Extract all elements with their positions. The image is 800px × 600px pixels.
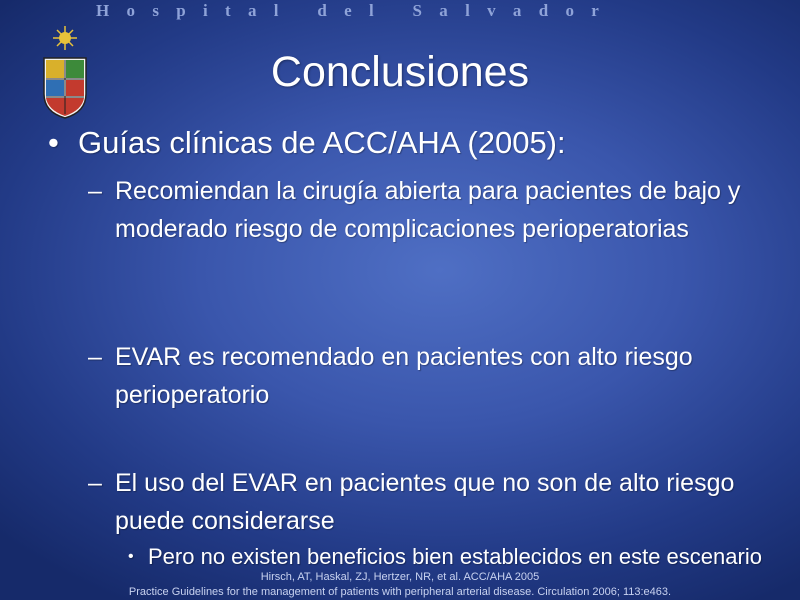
citation-line-1: Hirsch, AT, Haskal, ZJ, Hertzer, NR, et al. ACC/AHA 2005: [260, 571, 540, 583]
bullet-main-text: Guías clínicas de ACC/AHA (2005):: [78, 125, 566, 160]
sub-sub-bullet-1-text: Pero no existen beneficios bien establecidos en este escenario: [148, 544, 762, 569]
bullet-main: [48, 123, 566, 163]
bullet-marker: •: [48, 125, 59, 160]
sub-bullet-2-text: EVAR es recomendado en pacientes con alto riesgo perioperatorio: [115, 343, 693, 409]
dash-marker: –: [88, 177, 102, 205]
sub-bullet-2: [88, 338, 778, 414]
slide-title: Conclusiones: [270, 48, 530, 96]
sub-bullet-1: [88, 172, 778, 248]
sub-bullet-3-text: El uso del EVAR en pacientes que no son de alto riesgo puede considerarse: [115, 469, 735, 535]
sub-bullet-1-text: Recomiendan la cirugía abierta para pacientes de bajo y moderado riesgo de complicaciones perioperatorias: [115, 177, 741, 243]
dash-marker: –: [88, 343, 102, 371]
dash-marker: –: [88, 469, 102, 497]
sub-sub-bullet-1: [128, 543, 778, 570]
institution-header: Hospital del Salvador: [96, 1, 617, 20]
sun-icon: [53, 26, 77, 50]
citation-line-2: Practice Guidelines for the management of patients with peripheral arterial disease. Circulation 2006; 113:e463.: [128, 586, 672, 598]
small-bullet-marker: •: [128, 548, 134, 565]
sub-bullet-3: [88, 464, 778, 540]
